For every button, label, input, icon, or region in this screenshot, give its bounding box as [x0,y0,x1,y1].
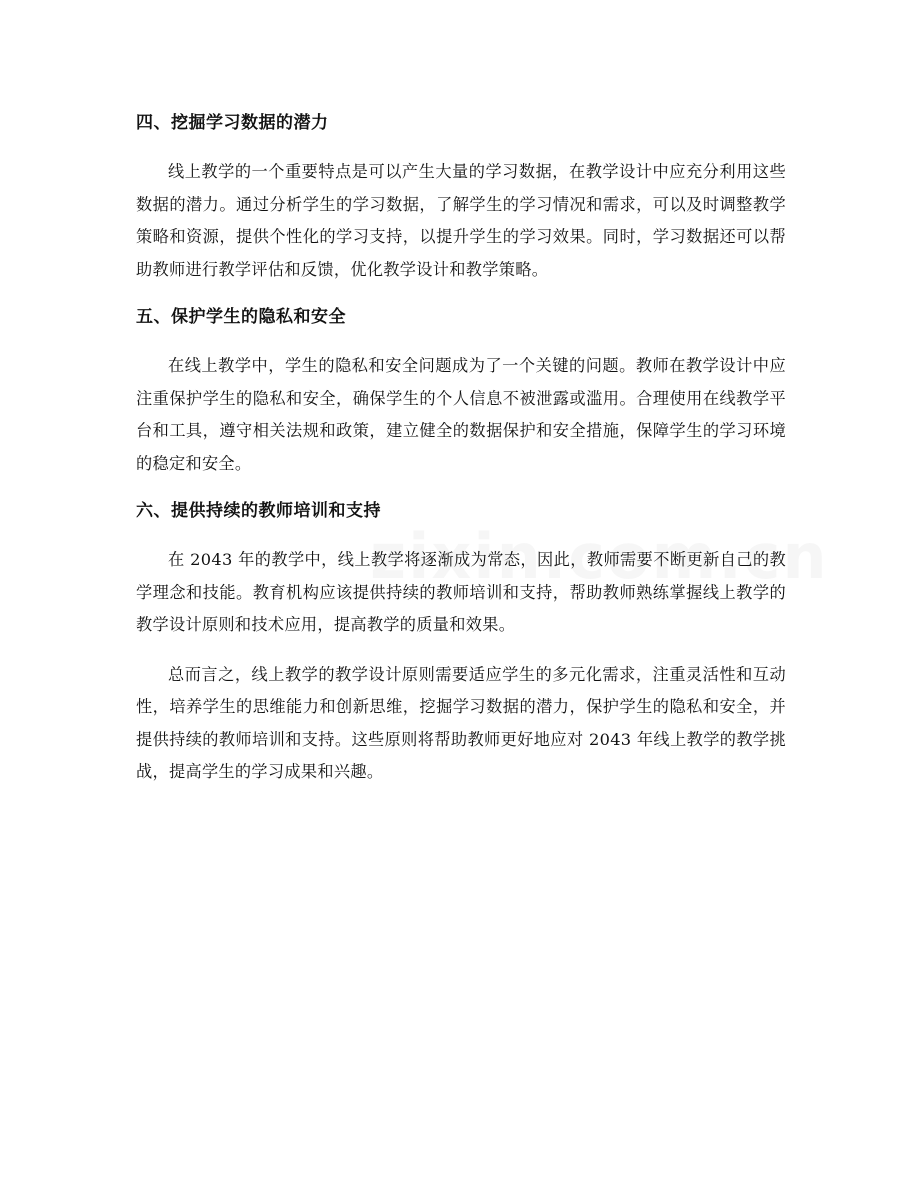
document-body [136,109,786,806]
section-paragraph: 线上教学的一个重要特点是可以产生大量的学习数据，在教学设计中应充分利用这些数据的潜力。通过分析学生的学习数据，了解学生的学习情况和需求，可以及时调整教学策略和资源，提供个性化的学习支持，以提升学生的学习效果。同时，学习数据还可以帮助教师进行教学评估和反馈，优化教学设计和教学策略。 [136,162,786,279]
section-heading-data-potential: 四、挖掘学习数据的潜力 [136,113,329,133]
section-heading-teacher-training: 六、提供持续的教师培训和支持 [136,501,381,521]
conclusion-paragraph: 总而言之，线上教学的教学设计原则需要适应学生的多元化需求，注重灵活性和互动性，培养学生的思维能力和创新思维，挖掘学习数据的潜力，保护学生的隐私和安全，并提供持续的教师培训和支持。这些原则将帮助教师更好地应对 2043 年线上教学的教学挑战，提高学生的学习成果和兴趣。 [136,664,786,781]
section-heading-privacy-security: 五、保护学生的隐私和安全 [136,307,346,327]
section-paragraph: 在 2043 年的教学中，线上教学将逐渐成为常态，因此，教师需要不断更新自己的教学理念和技能。教育机构应该提供持续的教师培训和支持，帮助教师熟练掌握线上教学的教学设计原则和技术应用，提高教学的质量和效果。 [136,550,786,634]
section-paragraph: 在线上教学中，学生的隐私和安全问题成为了一个关键的问题。教师在教学设计中应注重保护学生的隐私和安全，确保学生的个人信息不被泄露或滥用。合理使用在线教学平台和工具，遵守相关法规和政策，建立健全的数据保护和安全措施，保障学生的学习环境的稳定和安全。 [136,356,786,473]
